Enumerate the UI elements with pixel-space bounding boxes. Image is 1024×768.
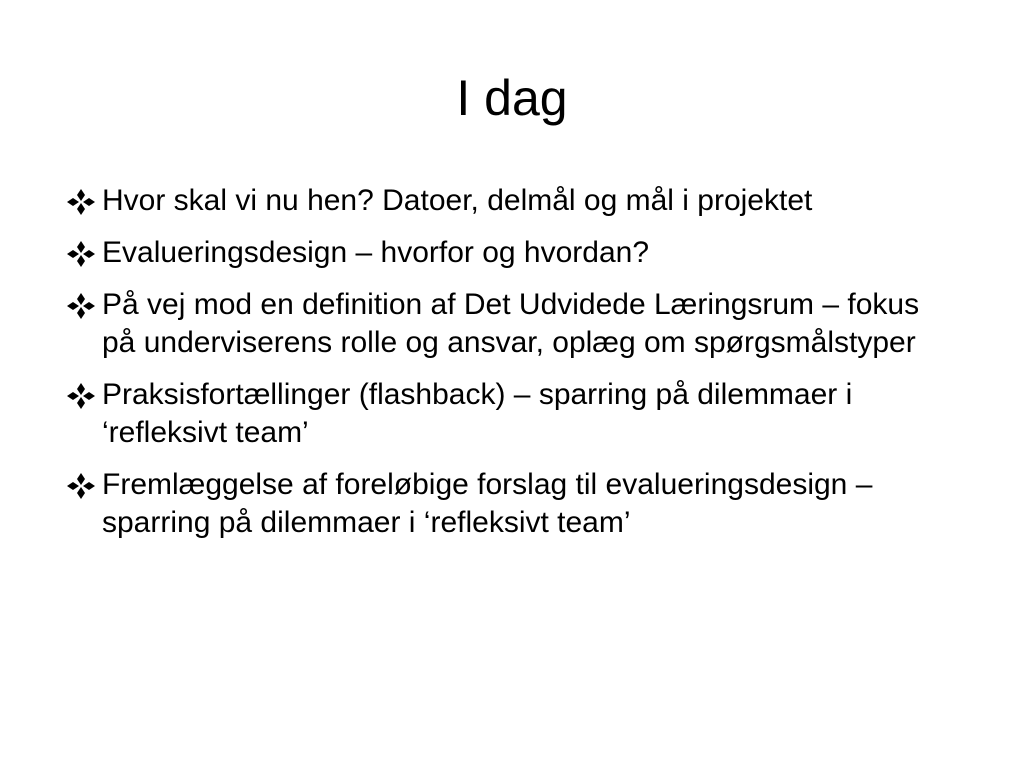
diamond-bullet-icon xyxy=(66,472,96,500)
list-item xyxy=(66,182,926,220)
bullet-text: Hvor skal vi nu hen? Datoer, delmål og mål i projektet xyxy=(102,184,813,217)
list-item xyxy=(66,234,926,272)
bullet-text: Praksisfortællinger (flashback) – sparring på dilemmaer i ‘refleksivt team’ xyxy=(102,378,853,449)
bullet-text: Fremlæggelse af foreløbige forslag til evalueringsdesign – sparring på dilemmaer i ‘refleksivt team’ xyxy=(102,468,873,539)
list-item xyxy=(66,466,926,542)
list-item xyxy=(66,286,926,362)
slide-title: I dag xyxy=(456,70,568,126)
diamond-bullet-icon xyxy=(66,292,96,320)
bullet-text: Evalueringsdesign – hvorfor og hvordan? xyxy=(102,236,650,269)
diamond-bullet-icon xyxy=(66,382,96,410)
diamond-bullet-icon xyxy=(66,240,96,268)
bullet-text: På vej mod en definition af Det Udvidede Læringsrum – fokus på underviserens rolle og ansvar, oplæg om spørgsmålstyper xyxy=(102,288,920,359)
diamond-bullet-icon xyxy=(66,188,96,216)
bullet-list xyxy=(66,182,926,556)
list-item xyxy=(66,376,926,452)
